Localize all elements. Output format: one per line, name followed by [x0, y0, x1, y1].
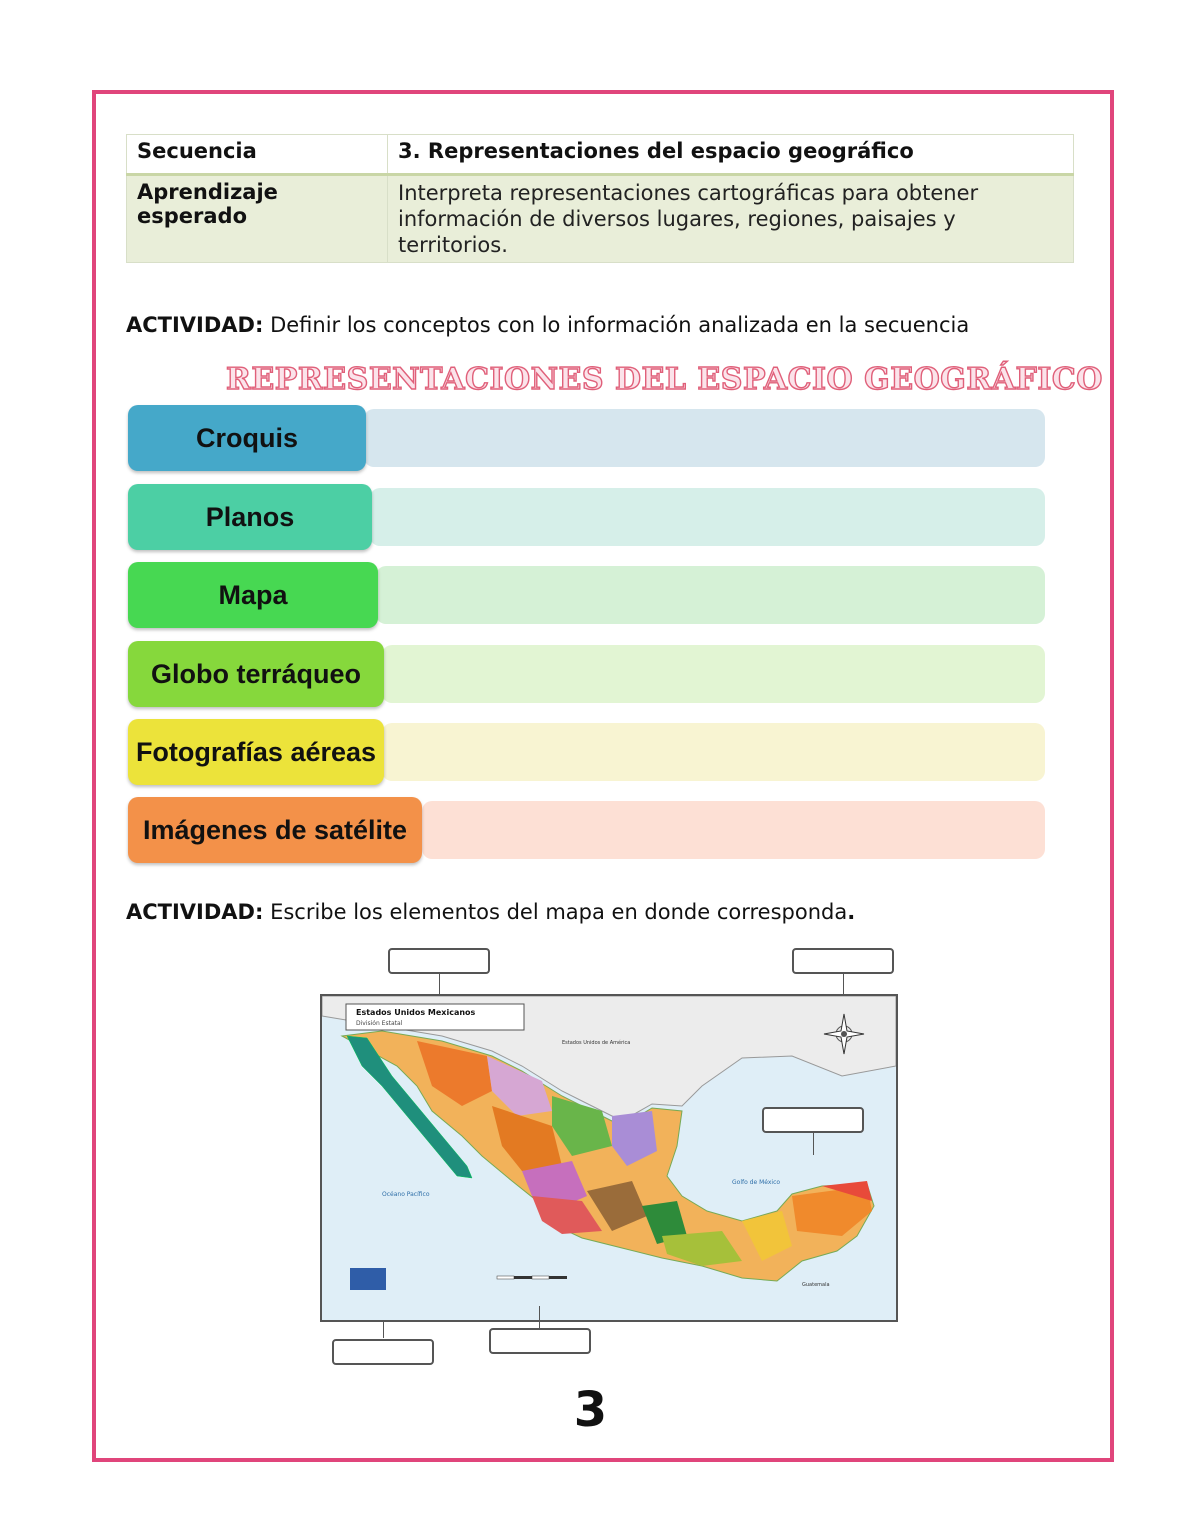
concept-row-fotografias	[128, 719, 1045, 785]
activity-1	[126, 313, 969, 337]
activity-1-prefix: ACTIVIDAD:	[126, 313, 264, 337]
concept-label-globo: Globo terráqueo	[128, 641, 384, 707]
concept-row-mapa	[128, 562, 1045, 628]
concept-label-mapa: Mapa	[128, 562, 378, 628]
answer-field-croquis[interactable]	[364, 409, 1045, 467]
concept-label-fotografias: Fotografías aéreas	[128, 719, 384, 785]
map-title: Estados Unidos Mexicanos	[356, 1008, 476, 1017]
arrow-line	[539, 1306, 540, 1328]
activity-2	[126, 900, 855, 924]
map-label-pacific: Océano Pacífico	[382, 1191, 430, 1198]
learning-label-line1: Aprendizaje	[137, 180, 278, 204]
sequence-row	[127, 135, 1074, 175]
concept-row-planos	[128, 484, 1045, 550]
concept-row-globo	[128, 641, 1045, 707]
learning-label-line2: esperado	[137, 204, 248, 228]
concept-row-imagenes	[128, 797, 1045, 863]
activity-2-end: .	[847, 900, 856, 924]
map-blank-source[interactable]	[332, 1339, 434, 1365]
map-label-guatemala: Guatemala	[802, 1282, 830, 1288]
page-number: 3	[573, 1382, 608, 1438]
concept-label-imagenes: Imágenes de satélite	[128, 797, 422, 863]
learning-value: Interpreta representaciones cartográficas para obtener información de diversos lugares, regiones, paisajes y territorios.	[388, 175, 1074, 263]
map-blank-orientation[interactable]	[792, 948, 894, 974]
source-logo	[350, 1268, 386, 1290]
concept-row-croquis	[128, 405, 1045, 471]
answer-field-mapa[interactable]	[376, 566, 1045, 624]
answer-field-imagenes[interactable]	[422, 801, 1045, 859]
concept-label-croquis: Croquis	[128, 405, 366, 471]
scale-bar	[497, 1276, 567, 1279]
map-blank-legend[interactable]	[762, 1107, 864, 1133]
activity-2-prefix: ACTIVIDAD:	[126, 900, 264, 924]
arrow-line	[813, 1133, 814, 1155]
map-blank-scale[interactable]	[489, 1328, 591, 1354]
arrow-line	[439, 974, 440, 996]
arrow-line	[843, 974, 844, 996]
mexico-map-image	[322, 996, 896, 1320]
activity-1-text: Definir los conceptos con lo información analizada en la secuencia	[263, 313, 970, 337]
answer-field-fotografias[interactable]	[382, 723, 1045, 781]
answer-field-globo[interactable]	[382, 645, 1045, 703]
section-title: REPRESENTACIONES DEL ESPACIO GEOGRÁFICO	[226, 362, 1103, 397]
sequence-value: 3. Representaciones del espacio geográfico	[388, 135, 1074, 175]
answer-field-planos[interactable]	[370, 488, 1045, 546]
map-subtitle: División Estatal	[356, 1020, 403, 1027]
mexico-map	[320, 994, 898, 1322]
concept-label-planos: Planos	[128, 484, 372, 550]
sequence-label: Secuencia	[127, 135, 388, 175]
map-blank-title[interactable]	[388, 948, 490, 974]
info-table	[126, 134, 1074, 263]
activity-2-text: Escribe los elementos del mapa en donde corresponda	[263, 900, 848, 924]
map-label-gulf: Golfo de México	[732, 1179, 781, 1186]
learning-label	[127, 175, 388, 263]
arrow-line	[383, 1322, 384, 1338]
learning-row	[127, 175, 1074, 263]
map-label-usa: Estados Unidos de América	[562, 1040, 631, 1046]
